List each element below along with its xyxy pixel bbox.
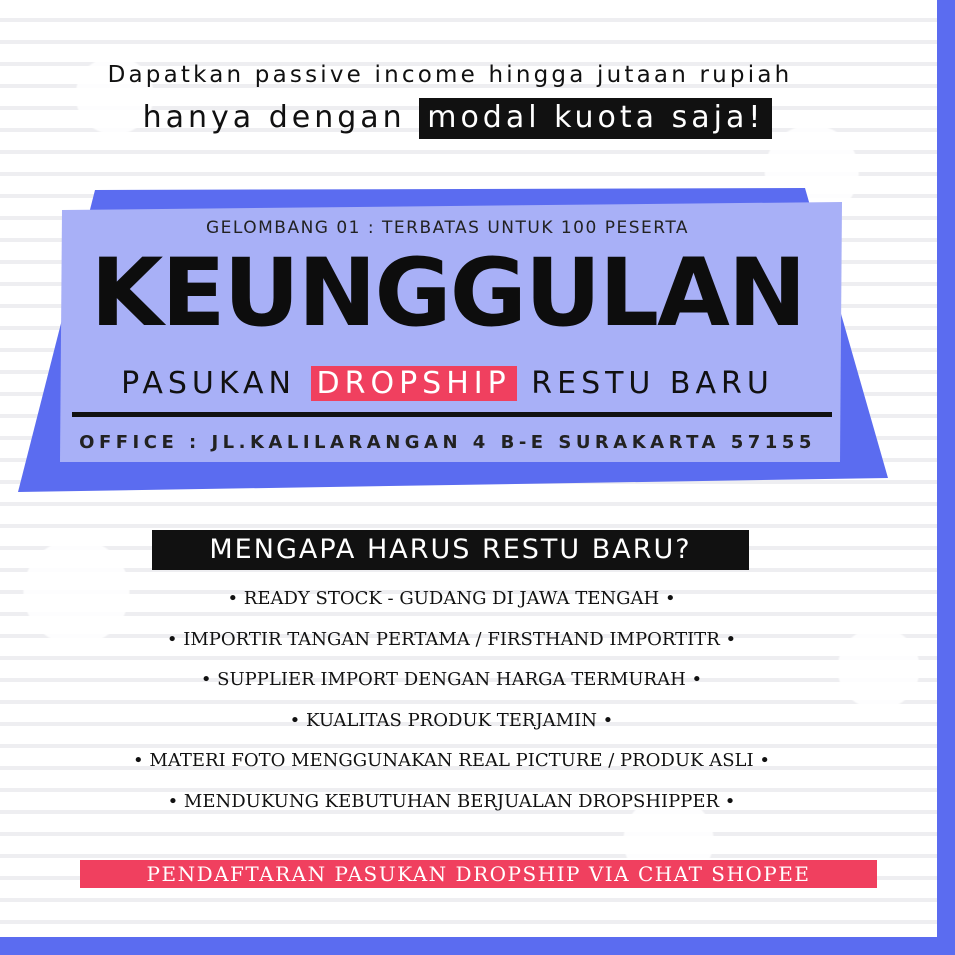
registration-cta: PENDAFTARAN PASUKAN DROPSHIP VIA CHAT SHOPEE [80, 860, 877, 888]
reason-item: • KUALITAS PRODUK TERJAMIN • [289, 709, 614, 731]
reason-item: • MATERI FOTO MENGGUNAKAN REAL PICTURE / PRODUK ASLI • [133, 750, 770, 771]
reason-item: • MENDUKUNG KEBUTUHAN BERJUALAN DROPSHIPPER • [167, 790, 736, 812]
reason-item: • READY STOCK - GUDANG DI JAWA TENGAH • [227, 588, 676, 609]
headline-highlight: modal kuota saja! [419, 98, 772, 139]
subtitle-prefix: PASUKAN [121, 366, 296, 401]
subtitle-suffix: RESTU BARU [531, 366, 774, 401]
office-address: OFFICE : JL.KALILARANGAN 4 B-E SURAKARTA 57155 [79, 432, 816, 453]
banner-title: KEUNGGULAN [90, 239, 805, 348]
reason-item: • IMPORTIR TANGAN PERTAMA / FIRSTHAND IMPORTITR • [166, 628, 737, 650]
banner-divider [72, 412, 832, 417]
subtitle-highlight: DROPSHIP [311, 366, 517, 401]
reason-item: • SUPPLIER IMPORT DENGAN HARGA TERMURAH • [200, 669, 703, 690]
banner-subtitle [60, 366, 835, 401]
headline-line-2-prefix: hanya dengan [142, 100, 406, 135]
headline-line-1: Dapatkan passive income hingga jutaan rupiah [107, 62, 793, 88]
reasons-title: MENGAPA HARUS RESTU BARU? [152, 530, 749, 570]
wave-note: GELOMBANG 01 : TERBATAS UNTUK 100 PESERTA [205, 218, 690, 238]
reasons-list [0, 584, 903, 827]
